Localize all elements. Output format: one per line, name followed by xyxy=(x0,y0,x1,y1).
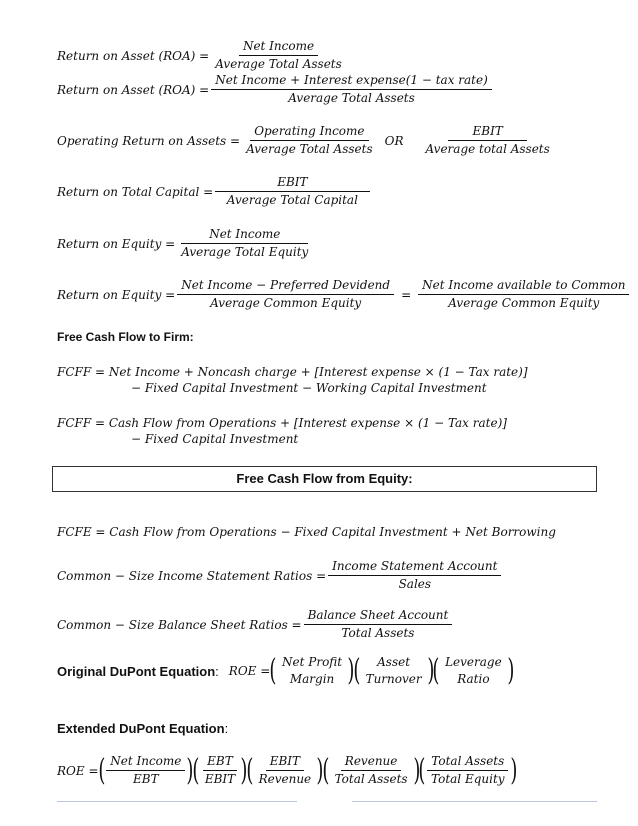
dupont-f3-top: Leverage xyxy=(445,655,502,669)
opra-fraction-1 xyxy=(242,124,377,157)
extended-dupont-colon: : xyxy=(224,721,229,736)
fcfe-heading-box: Free Cash Flow from Equity: xyxy=(52,466,597,492)
fcff-equation-2-line-2: − Fixed Capital Investment xyxy=(131,432,299,446)
roa-equation-1 xyxy=(57,39,348,72)
roa-denominator: Average Total Assets xyxy=(215,57,342,71)
left-paren: ( xyxy=(418,752,426,788)
fcff-heading: Free Cash Flow to Firm: xyxy=(57,330,194,344)
csis-denominator: Sales xyxy=(398,577,432,591)
ext-f4-num: Revenue xyxy=(341,754,402,771)
roe1-numerator: Net Income xyxy=(181,227,308,244)
roa-fraction xyxy=(211,39,346,72)
rotc-numerator: EBIT xyxy=(215,175,369,192)
common-size-income-statement-equation xyxy=(57,559,503,592)
opra-fraction-2 xyxy=(422,124,554,157)
roe2-equals: = xyxy=(401,287,412,302)
right-paren: ) xyxy=(347,653,355,688)
right-paren: ) xyxy=(426,653,434,688)
csbs-denominator: Total Assets xyxy=(341,626,415,640)
roe1-denominator: Average Total Equity xyxy=(181,245,309,259)
ext-factor-4 xyxy=(331,754,412,787)
right-paren: ) xyxy=(412,752,420,788)
opra-numerator-1: Operating Income xyxy=(250,124,368,141)
ext-f5-den: Total Equity xyxy=(431,772,505,786)
extended-dupont-label-row xyxy=(57,721,228,736)
roe-equation-1 xyxy=(57,227,314,260)
original-dupont-colon: : xyxy=(215,663,219,679)
ext-f5-num: Total Assets xyxy=(427,754,508,771)
footer-rule-right xyxy=(352,801,597,802)
csis-lhs: Common − Size Income Statement Ratios = xyxy=(57,568,327,583)
csis-fraction xyxy=(328,559,501,592)
opra-denominator-2: Average total Assets xyxy=(425,142,550,156)
dupont-f1-top: Net Profit xyxy=(282,655,343,669)
ext-factor-2 xyxy=(201,754,239,787)
dupont-f2-bottom: Turnover xyxy=(365,672,422,686)
opra-denominator-1: Average Total Assets xyxy=(246,142,373,156)
extended-dupont-label: Extended DuPont Equation xyxy=(57,721,225,736)
ext-f2-num: EBT xyxy=(203,754,237,771)
footer-rule-left xyxy=(57,801,297,802)
csbs-fraction xyxy=(304,608,453,641)
opra-equation xyxy=(57,124,556,157)
ext-factor-1 xyxy=(106,754,185,787)
rotc-lhs: Return on Total Capital = xyxy=(57,184,214,199)
roe2-numerator-1: Net Income − Preferred Devidend xyxy=(177,278,394,295)
fcff-equation-1-line-1: FCFF = Net Income + Noncash charge + [Interest expense × (1 − Tax rate)] xyxy=(57,365,528,379)
left-paren: ( xyxy=(246,752,254,788)
rotc-equation xyxy=(57,175,372,208)
roe2-lhs: Return on Equity = xyxy=(57,287,176,302)
opra-lhs: Operating Return on Assets = xyxy=(57,133,241,148)
ext-dupont-lhs: ROE = xyxy=(57,763,99,778)
dupont-f3-bottom: Ratio xyxy=(457,672,490,686)
roe2-denominator-2: Average Common Equity xyxy=(448,296,600,310)
left-paren: ( xyxy=(97,752,105,788)
csis-numerator: Income Statement Account xyxy=(328,559,501,576)
common-size-balance-sheet-equation xyxy=(57,608,454,641)
ext-f2-den: EBIT xyxy=(204,772,236,786)
dupont-f2-top: Asset xyxy=(377,655,411,669)
roe1-fraction xyxy=(177,227,312,260)
opra-numerator-2: EBIT xyxy=(448,124,526,141)
opra-or: OR xyxy=(384,133,404,148)
dupont-lhs: ROE = xyxy=(228,664,271,678)
left-paren: ( xyxy=(353,653,361,688)
roa2-numerator: Net Income + Interest expense(1 − tax rate) xyxy=(211,73,492,90)
fcff-equation-1-line-2: − Fixed Capital Investment − Working Capital Investment xyxy=(131,381,487,395)
roe1-lhs: Return on Equity = xyxy=(57,236,176,251)
roa2-lhs: Return on Asset (ROA) = xyxy=(57,82,210,97)
roe2-fraction-2 xyxy=(418,278,629,311)
ext-f4-den: Total Assets xyxy=(334,772,408,786)
dupont-factor-3 xyxy=(441,655,506,687)
dupont-factor-1 xyxy=(278,655,346,687)
fcfe-equation: FCFE = Cash Flow from Operations − Fixed Capital Investment + Net Borrowing xyxy=(57,525,556,539)
ext-factor-3 xyxy=(255,754,316,787)
roa-equation-2 xyxy=(57,73,494,106)
ext-f3-den: Revenue xyxy=(258,772,312,786)
roe-equation-2 xyxy=(57,278,631,311)
left-paren: ( xyxy=(269,653,277,688)
ext-f1-num: Net Income xyxy=(106,754,185,771)
roe2-numerator-2: Net Income available to Common xyxy=(418,278,629,295)
csbs-numerator: Balance Sheet Account xyxy=(304,608,453,625)
roa2-fraction xyxy=(211,73,492,106)
original-dupont-equation xyxy=(57,655,513,687)
ext-f1-den: EBT xyxy=(133,772,159,786)
extended-dupont-equation xyxy=(57,754,516,787)
left-paren: ( xyxy=(192,752,200,788)
rotc-denominator: Average Total Capital xyxy=(226,193,358,207)
left-paren: ( xyxy=(322,752,330,788)
right-paren: ) xyxy=(186,752,194,788)
roa-numerator: Net Income xyxy=(239,39,318,56)
rotc-fraction xyxy=(215,175,369,208)
csbs-lhs: Common − Size Balance Sheet Ratios = xyxy=(57,617,302,632)
roa-lhs: Return on Asset (ROA) = xyxy=(57,48,210,63)
roa2-denominator: Average Total Assets xyxy=(288,91,415,105)
roe2-denominator-1: Average Common Equity xyxy=(210,296,362,310)
right-paren: ) xyxy=(507,653,515,688)
dupont-factor-2 xyxy=(362,655,426,687)
ext-factor-5 xyxy=(427,754,509,787)
roe2-fraction-1 xyxy=(177,278,394,311)
dupont-f1-bottom: Margin xyxy=(289,672,335,686)
original-dupont-label: Original DuPont Equation xyxy=(57,663,216,679)
right-paren: ) xyxy=(316,752,324,788)
ext-f3-num: EBIT xyxy=(266,754,304,771)
fcff-equation-2-line-1: FCFF = Cash Flow from Operations + [Interest expense × (1 − Tax rate)] xyxy=(57,416,507,430)
right-paren: ) xyxy=(240,752,248,788)
left-paren: ( xyxy=(432,653,440,688)
right-paren: ) xyxy=(509,752,517,788)
